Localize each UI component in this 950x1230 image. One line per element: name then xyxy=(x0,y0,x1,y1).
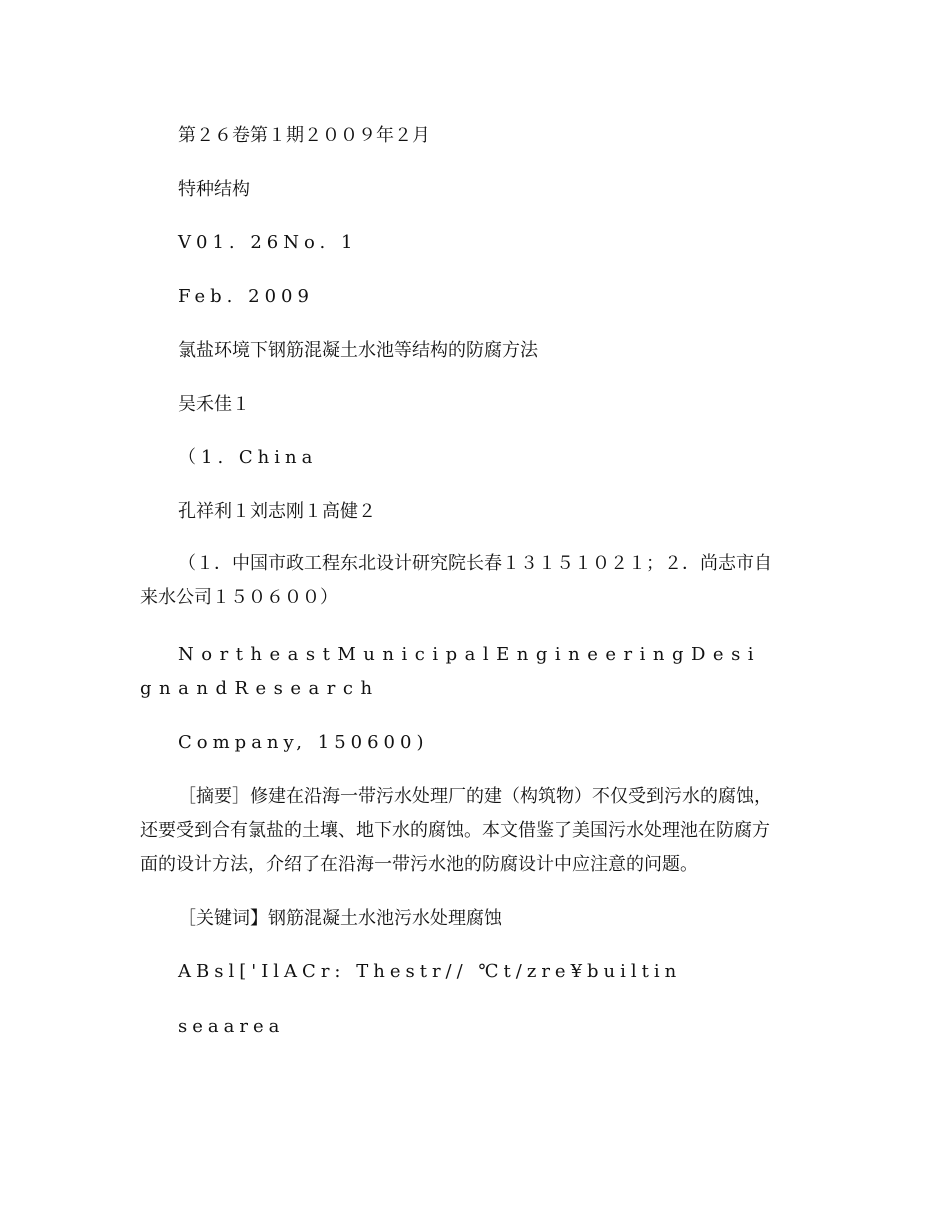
affiliation-en-line-2: Company, 150600) xyxy=(178,732,429,753)
journal-name-cn: 特种结构 xyxy=(178,179,250,200)
affiliation-china: （1. China xyxy=(178,447,318,468)
abstract-cn: ［摘要］修建在沿海一带污水处理厂的建（构筑物）不仅受到污水的腐蚀，还要受到合有氯盐的土壤、地下水的腐蚀。本文借鉴了美国污水处理池在防腐方面的设计方法，介绍了在沿海一带污水池的防腐设计中应注意的问题。 xyxy=(140,786,772,875)
affiliations-cn: （１．中国市政工程东北设计研究院长春１３１５１０２１；２．尚志市自来水公司１５０６００） xyxy=(140,553,772,608)
article-title: 氯盐环境下钢筋混凝土水池等结构的防腐方法 xyxy=(178,340,538,361)
volume-issue-cn: 第２６卷第１期２００９年２月 xyxy=(178,125,430,146)
abstract-en-line-1: ABsl['IlACr: Thestr// ℃t/zre¥builtin xyxy=(178,961,682,982)
date-en: Feb. 2009 xyxy=(178,286,314,307)
volume-issue-en: V01. 26No. 1 xyxy=(178,232,358,253)
abstract-en-line-2: seaarea xyxy=(178,1016,285,1037)
author-line-2: 孔祥利１刘志刚１高健２ xyxy=(178,501,376,522)
keywords-cn: ［关键词】钢筋混凝土水池污水处理腐蚀 xyxy=(178,908,502,929)
author-line-1: 吴禾佳１ xyxy=(178,394,250,415)
affiliation-en-line-1: NortheastMunicipalEngineeringDesignandResearch xyxy=(140,644,762,699)
